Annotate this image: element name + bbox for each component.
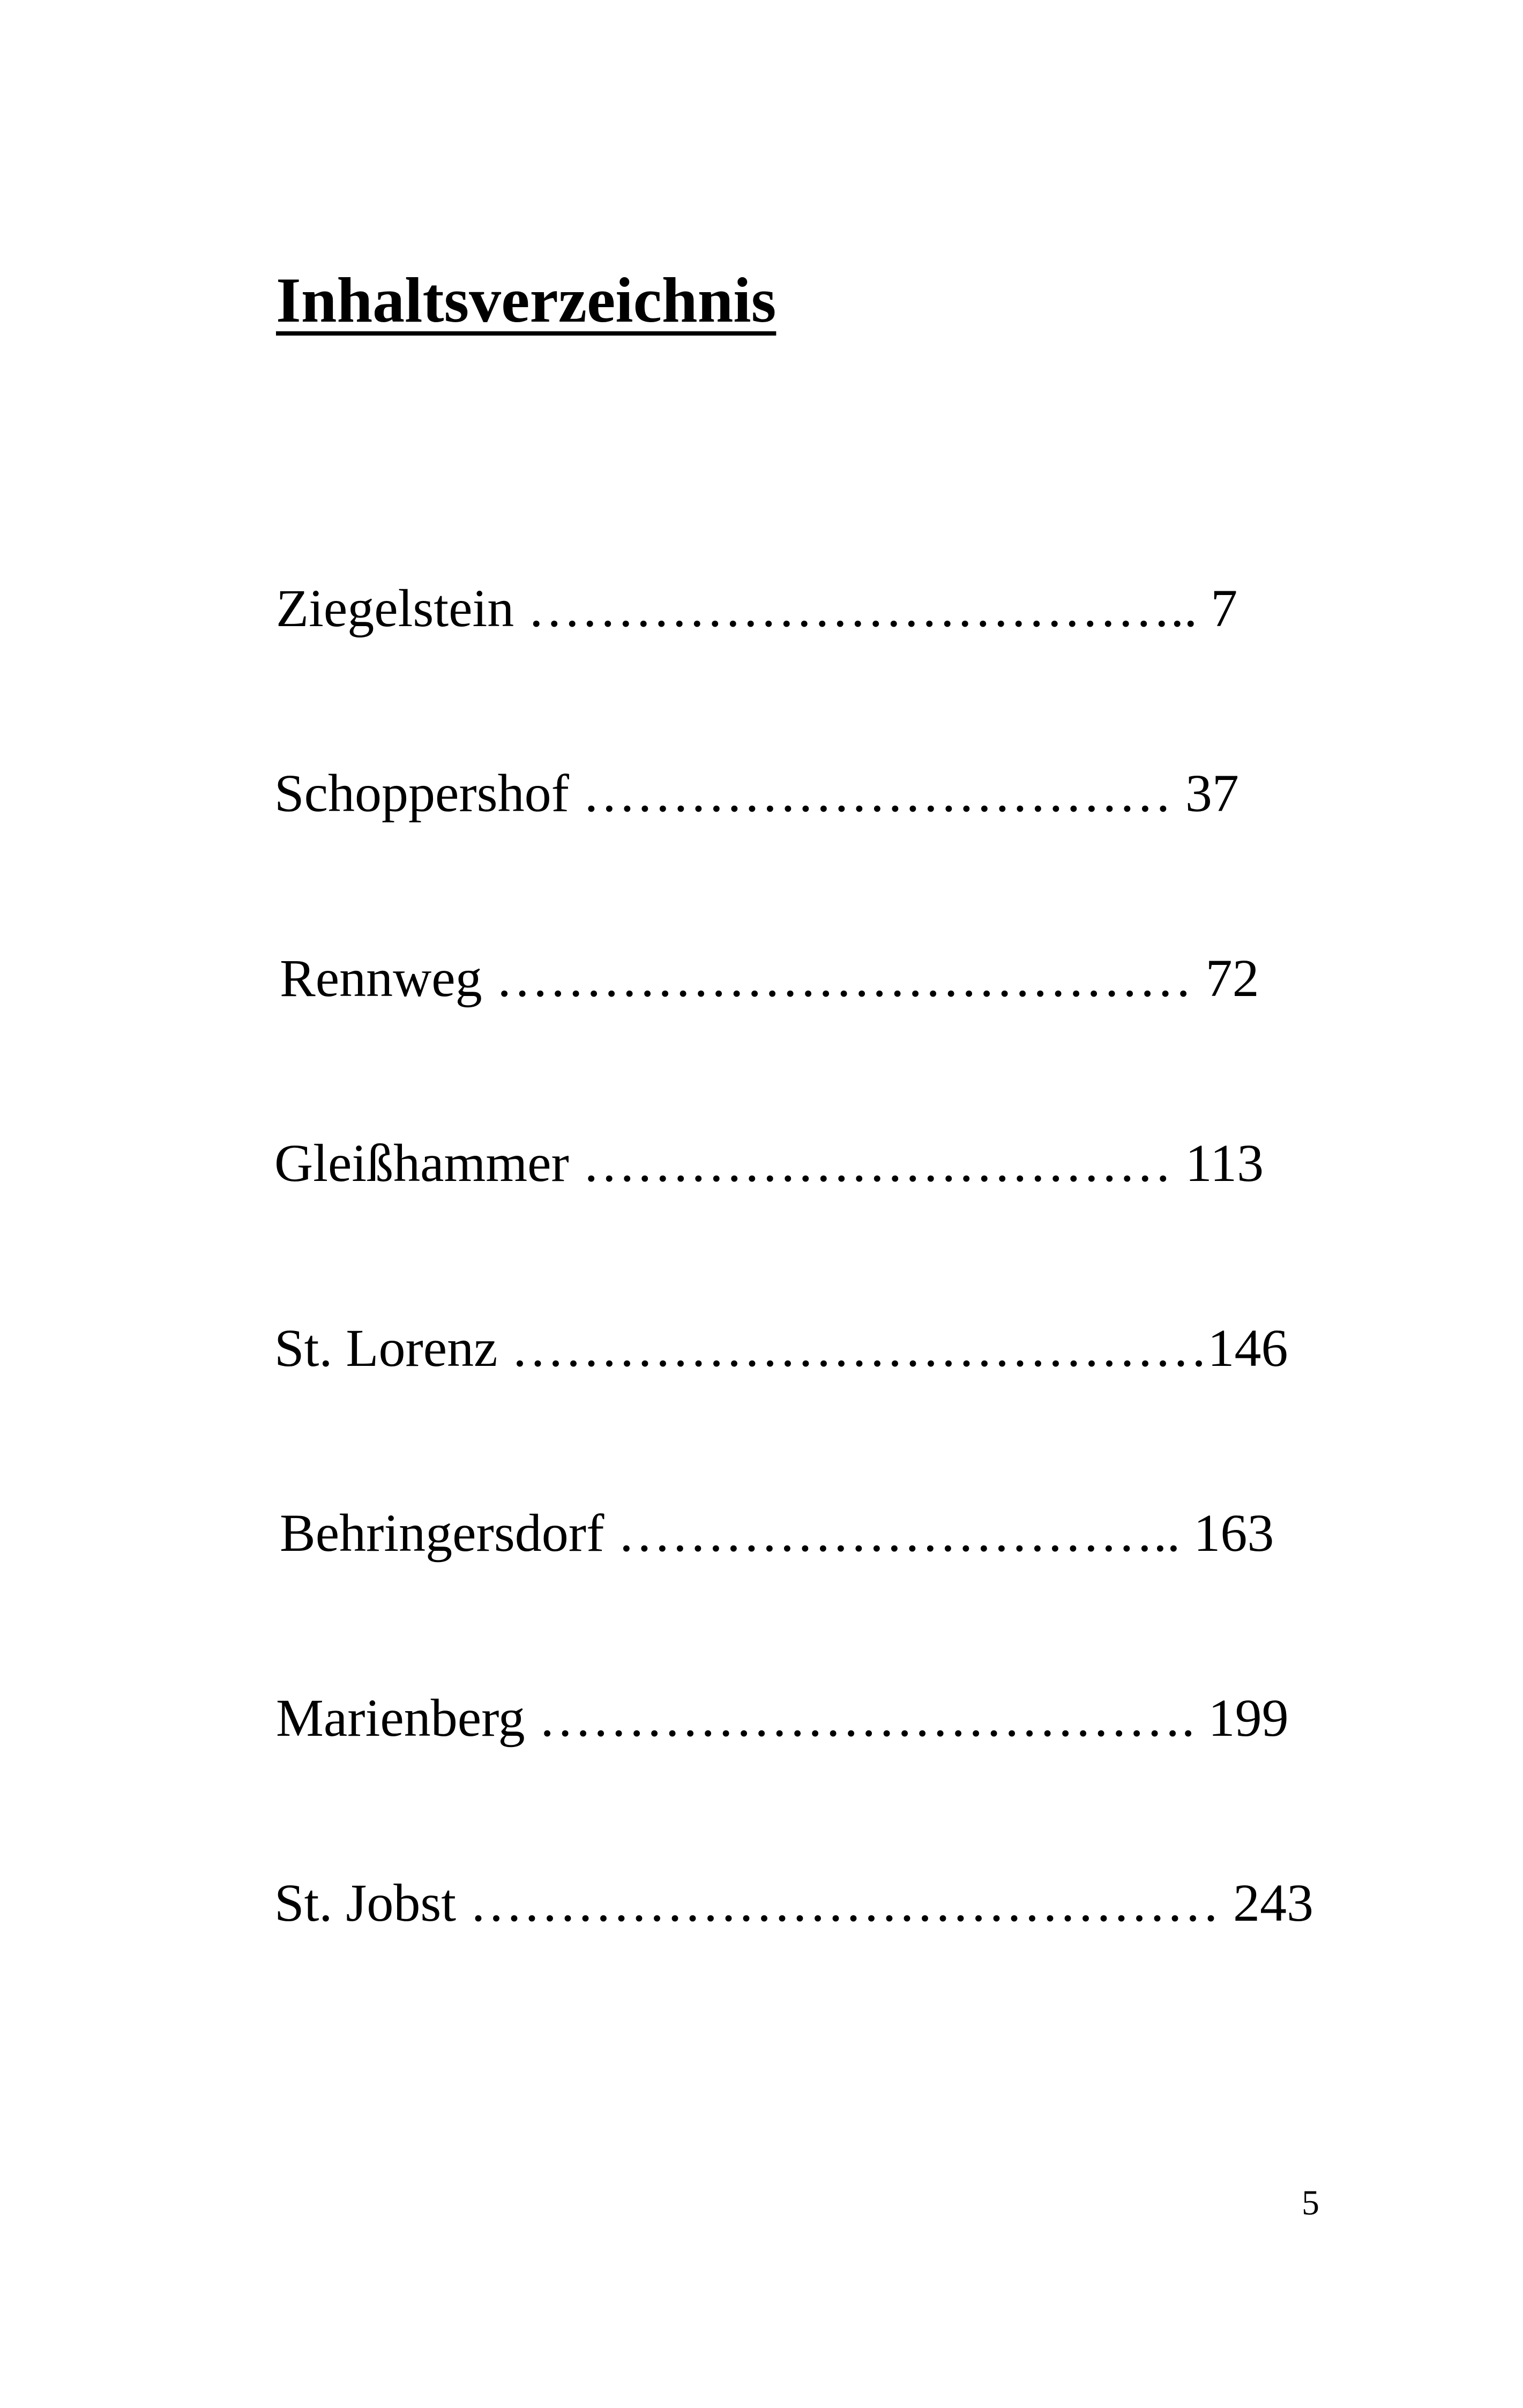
toc-entry-rennweg: Rennweg ………………………………… 72 (280, 948, 1259, 1008)
toc-entry-schoppershof: Schoppershof …………………………… 37 (274, 763, 1239, 823)
toc-entry-st-jobst: St. Jobst …………………………………… 243 (274, 1873, 1314, 1933)
toc-entry-behringersdorf: Behringersdorf ………………………….. 163 (280, 1503, 1274, 1563)
toc-entry-marienberg: Marienberg ………………………………. 199 (276, 1688, 1289, 1748)
toc-entry-st-lorenz: St. Lorenz …………………………………146 (274, 1318, 1288, 1378)
toc-entry-ziegelstein: Ziegelstein ……………………………….. 7 (276, 578, 1238, 638)
page-title: Inhaltsverzeichnis (276, 264, 777, 336)
toc-entry-gleisshammer: Gleißhammer …………………………… 113 (274, 1133, 1264, 1193)
page-number: 5 (1302, 2183, 1319, 2223)
